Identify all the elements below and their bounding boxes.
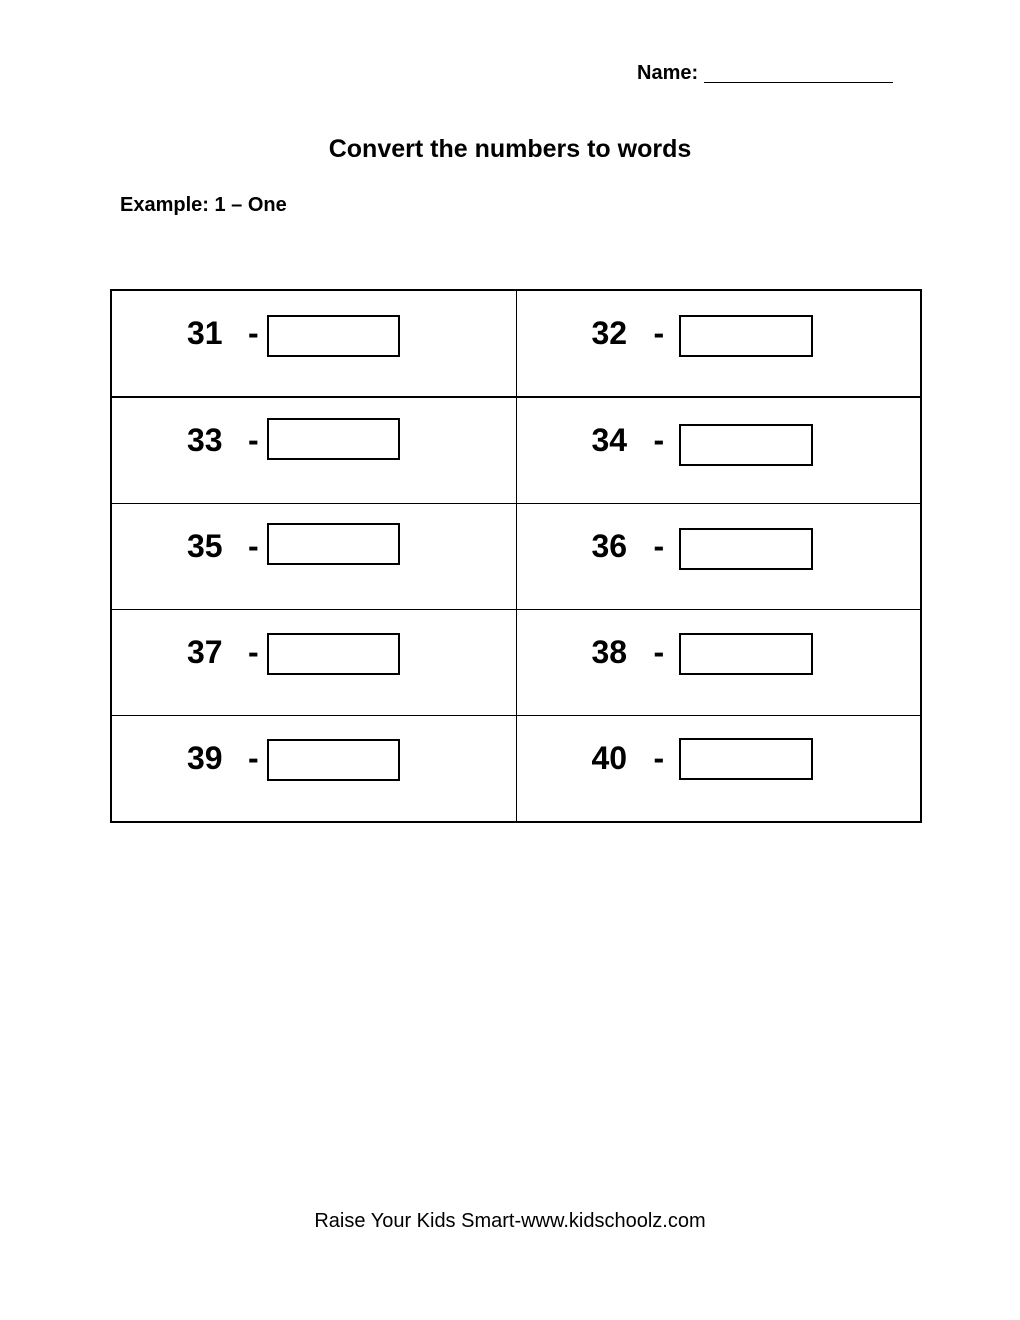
dash-label: - [653,740,665,776]
answer-box[interactable] [679,633,813,675]
dash-label: - [248,634,259,670]
answer-box[interactable] [267,633,400,675]
dash-label: - [653,315,665,351]
exercise-cell [111,610,516,716]
table-row [111,610,921,716]
exercise-cell [111,397,516,504]
name-label: Name: [637,62,699,84]
exercise-cell [111,716,516,823]
worksheet-title: Convert the numbers to words [328,135,692,163]
table-row [111,504,921,610]
number-label: 35 [187,528,223,564]
exercise-cell [111,504,516,610]
exercise-cell [516,716,921,823]
exercise-cell [516,504,921,610]
name-blank[interactable] [704,62,893,83]
dash-label: - [248,422,259,458]
answer-box[interactable] [267,739,400,781]
answer-box[interactable] [267,418,400,460]
footer-text: Raise Your Kids Smart-www.kidschoolz.com [314,1210,706,1232]
number-label: 37 [187,634,223,670]
dash-label: - [653,528,665,564]
dash-label: - [248,315,259,351]
exercise-cell [111,290,516,397]
number-label: 34 [591,422,628,458]
number-label: 38 [591,634,628,670]
answer-box[interactable] [679,738,813,780]
dash-label: - [653,422,665,458]
number-label: 36 [591,528,628,564]
table-row [111,716,921,823]
dash-label: - [248,740,259,776]
dash-label: - [248,528,259,564]
answer-box[interactable] [267,523,400,565]
answer-box[interactable] [267,315,400,357]
answer-box[interactable] [679,528,813,570]
name-field [637,62,893,85]
number-label: 39 [187,740,223,776]
example-text: Example: 1 – One [120,194,287,216]
exercise-cell [516,290,921,397]
answer-box[interactable] [679,315,813,357]
table-row [111,290,921,397]
number-label: 32 [591,315,628,351]
exercise-cell [516,397,921,504]
number-label: 31 [187,315,223,351]
table-row [111,397,921,504]
number-label: 33 [187,422,223,458]
number-label: 40 [591,740,628,776]
dash-label: - [653,634,665,670]
exercise-cell [516,610,921,716]
exercise-table [110,289,922,823]
answer-box[interactable] [679,424,813,466]
